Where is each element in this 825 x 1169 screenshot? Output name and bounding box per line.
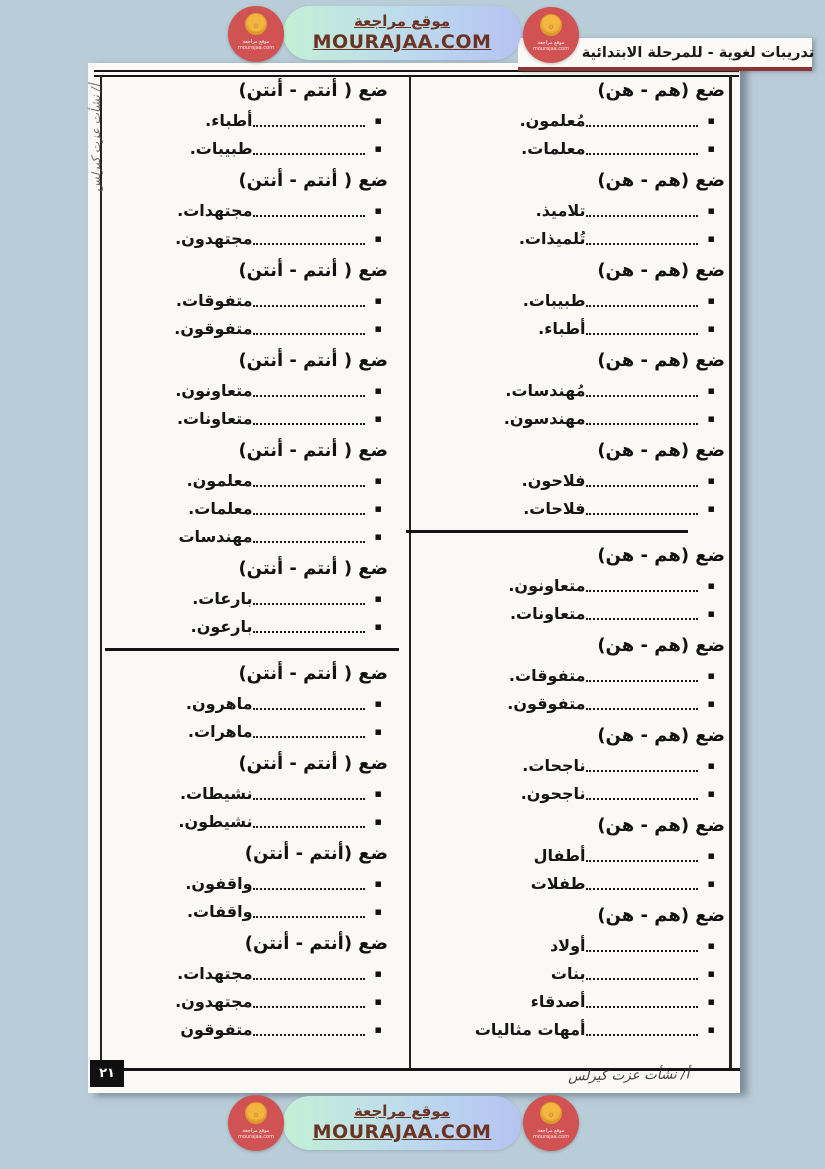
square-bullet-icon: ▪ — [374, 384, 382, 397]
fill-blank-item — [414, 1013, 728, 1041]
answer-blank — [253, 533, 365, 543]
item-word: مُهندسات. — [505, 381, 586, 400]
answer-blank — [586, 672, 698, 682]
fill-blank-item — [414, 374, 728, 402]
answer-blank — [586, 790, 698, 800]
answer-blank — [586, 477, 698, 487]
square-bullet-icon: ▪ — [707, 294, 715, 307]
item-word: بنات — [550, 964, 586, 983]
square-bullet-icon: ▪ — [707, 787, 715, 800]
answer-blank — [253, 297, 365, 307]
logo-emblem-icon: ۞ — [245, 13, 267, 35]
square-bullet-icon: ▪ — [374, 620, 382, 633]
exercise-instruction: ضع (أنتم - أنتن) — [244, 933, 388, 954]
fill-blank-item — [414, 985, 728, 1013]
answer-blank — [586, 297, 698, 307]
square-bullet-icon: ▪ — [374, 995, 382, 1008]
answer-blank — [253, 387, 365, 397]
fill-blank-item — [414, 284, 728, 312]
fill-blank-item — [103, 582, 405, 610]
item-word: متعاونون. — [508, 576, 586, 595]
answer-blank — [253, 700, 365, 710]
square-bullet-icon: ▪ — [707, 232, 715, 245]
square-bullet-icon: ▪ — [707, 995, 715, 1008]
top-double-rule — [94, 70, 739, 77]
item-word: بارعون. — [190, 617, 253, 636]
exercise-instruction: ضع (أنتم - أنتن) — [244, 843, 388, 864]
fill-blank-item — [414, 957, 728, 985]
answer-blank — [586, 325, 698, 335]
fill-blank-item — [414, 402, 728, 430]
worksheet-page — [88, 63, 740, 1093]
exercise-instruction: ضع (هم - هن) — [597, 545, 725, 566]
answer-blank — [586, 762, 698, 772]
fill-blank-item — [414, 194, 728, 222]
answer-blank — [253, 998, 365, 1008]
fill-blank-item — [414, 312, 728, 340]
square-bullet-icon: ▪ — [374, 204, 382, 217]
item-word: نشيطات. — [179, 784, 253, 803]
fill-blank-item — [414, 464, 728, 492]
section-divider — [406, 530, 688, 533]
fill-blank-item — [103, 777, 405, 805]
answer-blank — [253, 595, 365, 605]
square-bullet-icon: ▪ — [707, 412, 715, 425]
exercise-group — [414, 813, 728, 895]
square-bullet-icon: ▪ — [707, 669, 715, 682]
fill-blank-item — [414, 659, 728, 687]
square-bullet-icon: ▪ — [374, 502, 382, 515]
answer-blank — [586, 998, 698, 1008]
mourajaa-logo[interactable] — [523, 1095, 579, 1151]
mourajaa-logo[interactable] — [228, 1095, 284, 1151]
mourajaa-banner-top[interactable] — [283, 6, 521, 60]
exercise-group — [103, 931, 405, 1041]
fill-blank-item — [103, 715, 405, 743]
mourajaa-logo[interactable] — [228, 6, 284, 62]
answer-blank — [586, 505, 698, 515]
fill-blank-item — [103, 374, 405, 402]
fill-blank-item — [103, 520, 405, 548]
exercise-group — [414, 78, 728, 160]
square-bullet-icon: ▪ — [707, 877, 715, 890]
exercise-instruction: ضع ( أنتم - أنتن) — [238, 350, 388, 371]
fill-blank-item — [103, 284, 405, 312]
fill-blank-item — [103, 464, 405, 492]
square-bullet-icon: ▪ — [707, 502, 715, 515]
answer-blank — [586, 387, 698, 397]
exercise-group — [414, 168, 728, 250]
fill-blank-item — [103, 985, 405, 1013]
logo-text-url: mourajaa.com — [532, 46, 569, 52]
column-hum-hunna — [414, 78, 728, 1049]
exercise-group — [414, 348, 728, 430]
exercise-group — [103, 751, 405, 833]
item-word: واقفون. — [185, 874, 253, 893]
square-bullet-icon: ▪ — [374, 232, 382, 245]
square-bullet-icon: ▪ — [707, 384, 715, 397]
fill-blank-item — [103, 104, 405, 132]
banner-arabic-title: موقع مراجعة — [353, 1102, 451, 1120]
answer-blank — [586, 582, 698, 592]
square-bullet-icon: ▪ — [374, 412, 382, 425]
fill-blank-item — [103, 132, 405, 160]
square-bullet-icon: ▪ — [374, 787, 382, 800]
exercise-instruction: ضع ( أنتم - أنتن) — [238, 170, 388, 191]
fill-blank-item — [103, 687, 405, 715]
square-bullet-icon: ▪ — [707, 1023, 715, 1036]
item-word: مجتهدون. — [175, 229, 253, 248]
answer-blank — [253, 790, 365, 800]
exercise-group — [414, 723, 728, 805]
answer-blank — [586, 1026, 698, 1036]
answer-blank — [253, 117, 365, 127]
logo-text-ar: موقع مراجعة — [537, 1128, 565, 1134]
square-bullet-icon: ▪ — [707, 322, 715, 335]
square-bullet-icon: ▪ — [707, 759, 715, 772]
item-word: ماهرات. — [187, 722, 253, 741]
exercise-instruction: ضع ( أنتم - أنتن) — [238, 558, 388, 579]
fill-blank-item — [103, 895, 405, 923]
item-word: ناجحون. — [520, 784, 586, 803]
exercise-group — [103, 661, 405, 743]
exercise-group — [414, 438, 728, 520]
fill-blank-item — [414, 492, 728, 520]
fill-blank-item — [103, 222, 405, 250]
banner-arabic-title: موقع مراجعة — [353, 12, 451, 30]
square-bullet-icon: ▪ — [707, 114, 715, 127]
fill-blank-item — [414, 104, 728, 132]
item-word: واقفات. — [186, 902, 253, 921]
teacher-signature-side: أ/ نشأت عزت كيرلس — [89, 84, 103, 192]
answer-blank — [586, 145, 698, 155]
exercise-instruction: ضع (هم - هن) — [597, 80, 725, 101]
logo-text-url: mourajaa.com — [237, 45, 274, 51]
item-word: فلاحون. — [521, 471, 586, 490]
teacher-signature-bottom: أ/ نشأت عزت كيرلس — [567, 1066, 690, 1085]
fill-blank-item — [414, 687, 728, 715]
square-bullet-icon: ▪ — [374, 592, 382, 605]
answer-blank — [586, 235, 698, 245]
square-bullet-icon: ▪ — [707, 579, 715, 592]
page-number-badge: ٢١ — [90, 1060, 124, 1087]
item-word: مجتهدون. — [175, 992, 253, 1011]
square-bullet-icon: ▪ — [707, 939, 715, 952]
item-word: مهندسات — [178, 527, 253, 546]
answer-blank — [253, 1026, 365, 1036]
answer-blank — [586, 415, 698, 425]
square-bullet-icon: ▪ — [374, 725, 382, 738]
square-bullet-icon: ▪ — [374, 697, 382, 710]
item-word: متفوقات. — [508, 666, 586, 685]
exercise-group — [103, 841, 405, 923]
square-bullet-icon: ▪ — [374, 142, 382, 155]
section-divider — [105, 648, 399, 651]
item-word: أولاد — [549, 936, 586, 955]
square-bullet-icon: ▪ — [707, 204, 715, 217]
square-bullet-icon: ▪ — [707, 607, 715, 620]
answer-blank — [586, 942, 698, 952]
square-bullet-icon: ▪ — [707, 142, 715, 155]
fill-blank-item — [414, 749, 728, 777]
logo-text-url: mourajaa.com — [237, 1134, 274, 1140]
answer-blank — [253, 207, 365, 217]
logo-text-ar: موقع مراجعة — [242, 1128, 270, 1134]
exercise-group — [414, 258, 728, 340]
right-margin-rule — [729, 76, 732, 1071]
answer-blank — [253, 623, 365, 633]
exercise-group — [414, 543, 728, 625]
answer-blank — [253, 145, 365, 155]
item-word: معلمات. — [188, 499, 253, 518]
item-word: نشيطون. — [178, 812, 253, 831]
answer-blank — [253, 908, 365, 918]
item-word: متفوقون. — [174, 319, 253, 338]
exercise-group — [103, 168, 405, 250]
exercise-instruction: ضع ( أنتم - أنتن) — [238, 440, 388, 461]
fill-blank-item — [414, 839, 728, 867]
banner-site-url: MOURAJAA.COM — [312, 1121, 492, 1143]
exercise-instruction: ضع (هم - هن) — [597, 635, 725, 656]
exercise-instruction: ضع ( أنتم - أنتن) — [238, 260, 388, 281]
column-divider-rule — [409, 76, 411, 1071]
answer-blank — [586, 880, 698, 890]
logo-emblem-icon: ۞ — [540, 1102, 562, 1124]
logo-text-url: mourajaa.com — [532, 1134, 569, 1140]
answer-blank — [253, 880, 365, 890]
answer-blank — [253, 477, 365, 487]
exercise-group — [103, 78, 405, 160]
answer-blank — [586, 610, 698, 620]
fill-blank-item — [414, 929, 728, 957]
answer-blank — [253, 235, 365, 245]
exercise-instruction: ضع (هم - هن) — [597, 905, 725, 926]
answer-blank — [253, 818, 365, 828]
item-word: معلمون. — [186, 471, 253, 490]
fill-blank-item — [103, 1013, 405, 1041]
square-bullet-icon: ▪ — [374, 815, 382, 828]
square-bullet-icon: ▪ — [374, 294, 382, 307]
fill-blank-item — [414, 222, 728, 250]
item-word: أطفال — [533, 846, 586, 865]
item-word: مُعلمون. — [519, 111, 586, 130]
fill-blank-item — [414, 132, 728, 160]
item-word: متعاونات. — [509, 604, 586, 623]
answer-blank — [586, 117, 698, 127]
item-word: متعاونات. — [176, 409, 253, 428]
exercise-group — [414, 903, 728, 1041]
exercise-instruction: ضع (هم - هن) — [597, 260, 725, 281]
column-antum-antunna — [103, 78, 405, 1049]
fill-blank-item — [103, 492, 405, 520]
exercise-group — [103, 438, 405, 548]
fill-blank-item — [103, 312, 405, 340]
item-word: بارعات. — [192, 589, 253, 608]
square-bullet-icon: ▪ — [707, 474, 715, 487]
item-word: متفوقون. — [507, 694, 586, 713]
item-word: متفوقون — [180, 1020, 253, 1039]
fill-blank-item — [103, 610, 405, 638]
item-word: مجتهدات. — [177, 964, 253, 983]
square-bullet-icon: ▪ — [374, 877, 382, 890]
answer-blank — [253, 505, 365, 515]
item-word: طفلات — [530, 874, 586, 893]
answer-blank — [586, 852, 698, 862]
exercise-group — [103, 556, 405, 638]
exercise-instruction: ضع (هم - هن) — [597, 725, 725, 746]
banner-site-url: MOURAJAA.COM — [312, 31, 492, 53]
fill-blank-item — [103, 867, 405, 895]
fill-blank-item — [103, 402, 405, 430]
square-bullet-icon: ▪ — [707, 967, 715, 980]
square-bullet-icon: ▪ — [374, 322, 382, 335]
item-word: فلاحات. — [523, 499, 586, 518]
mourajaa-logo[interactable] — [523, 7, 579, 63]
item-word: متعاونون. — [175, 381, 253, 400]
exercise-instruction: ضع (هم - هن) — [597, 440, 725, 461]
item-word: ماهرون. — [185, 694, 253, 713]
square-bullet-icon: ▪ — [374, 1023, 382, 1036]
square-bullet-icon: ▪ — [374, 967, 382, 980]
answer-blank — [253, 970, 365, 980]
item-word: ناجحات. — [522, 756, 586, 775]
exercise-instruction: ضع (هم - هن) — [597, 170, 725, 191]
answer-blank — [253, 728, 365, 738]
answer-blank — [586, 700, 698, 710]
square-bullet-icon: ▪ — [707, 849, 715, 862]
fill-blank-item — [103, 194, 405, 222]
item-word: مجتهدات. — [177, 201, 253, 220]
item-word: معلمات. — [521, 139, 586, 158]
item-word: تُلميذات. — [518, 229, 586, 248]
mourajaa-banner-bottom[interactable] — [283, 1096, 521, 1150]
answer-blank — [586, 970, 698, 980]
square-bullet-icon: ▪ — [374, 530, 382, 543]
exercise-instruction: ضع ( أنتم - أنتن) — [238, 80, 388, 101]
fill-blank-item — [414, 597, 728, 625]
item-word: أصدقاء — [530, 992, 586, 1011]
square-bullet-icon: ▪ — [707, 697, 715, 710]
fill-blank-item — [414, 777, 728, 805]
fill-blank-item — [103, 805, 405, 833]
logo-emblem-icon: ۞ — [245, 1102, 267, 1124]
item-word: أطباء. — [538, 319, 586, 338]
item-word: تلاميذ. — [535, 201, 586, 220]
exercise-instruction: ضع ( أنتم - أنتن) — [238, 663, 388, 684]
fill-blank-item — [414, 569, 728, 597]
exercise-instruction: ضع ( أنتم - أنتن) — [238, 753, 388, 774]
fill-blank-item — [103, 957, 405, 985]
item-word: أطباء. — [205, 111, 253, 130]
item-word: طبيبات. — [189, 139, 253, 158]
answer-blank — [253, 415, 365, 425]
answer-blank — [586, 207, 698, 217]
item-word: متفوقات. — [175, 291, 253, 310]
exercise-instruction: ضع (هم - هن) — [597, 815, 725, 836]
worksheet-title: تدريبات لغوية - للمرحلة الابتدائية — [581, 44, 815, 61]
exercise-group — [103, 348, 405, 430]
exercise-instruction: ضع (هم - هن) — [597, 350, 725, 371]
left-margin-rule — [100, 76, 102, 1071]
logo-text-ar: موقع مراجعة — [537, 40, 565, 46]
exercise-group — [414, 633, 728, 715]
item-word: مهندسون. — [503, 409, 586, 428]
logo-emblem-icon: ۞ — [540, 14, 562, 36]
logo-text-ar: موقع مراجعة — [242, 39, 270, 45]
fill-blank-item — [414, 867, 728, 895]
square-bullet-icon: ▪ — [374, 474, 382, 487]
square-bullet-icon: ▪ — [374, 114, 382, 127]
square-bullet-icon: ▪ — [374, 905, 382, 918]
exercise-group — [103, 258, 405, 340]
item-word: طبيبات. — [522, 291, 586, 310]
answer-blank — [253, 325, 365, 335]
item-word: أمهات مثاليات — [474, 1020, 586, 1039]
